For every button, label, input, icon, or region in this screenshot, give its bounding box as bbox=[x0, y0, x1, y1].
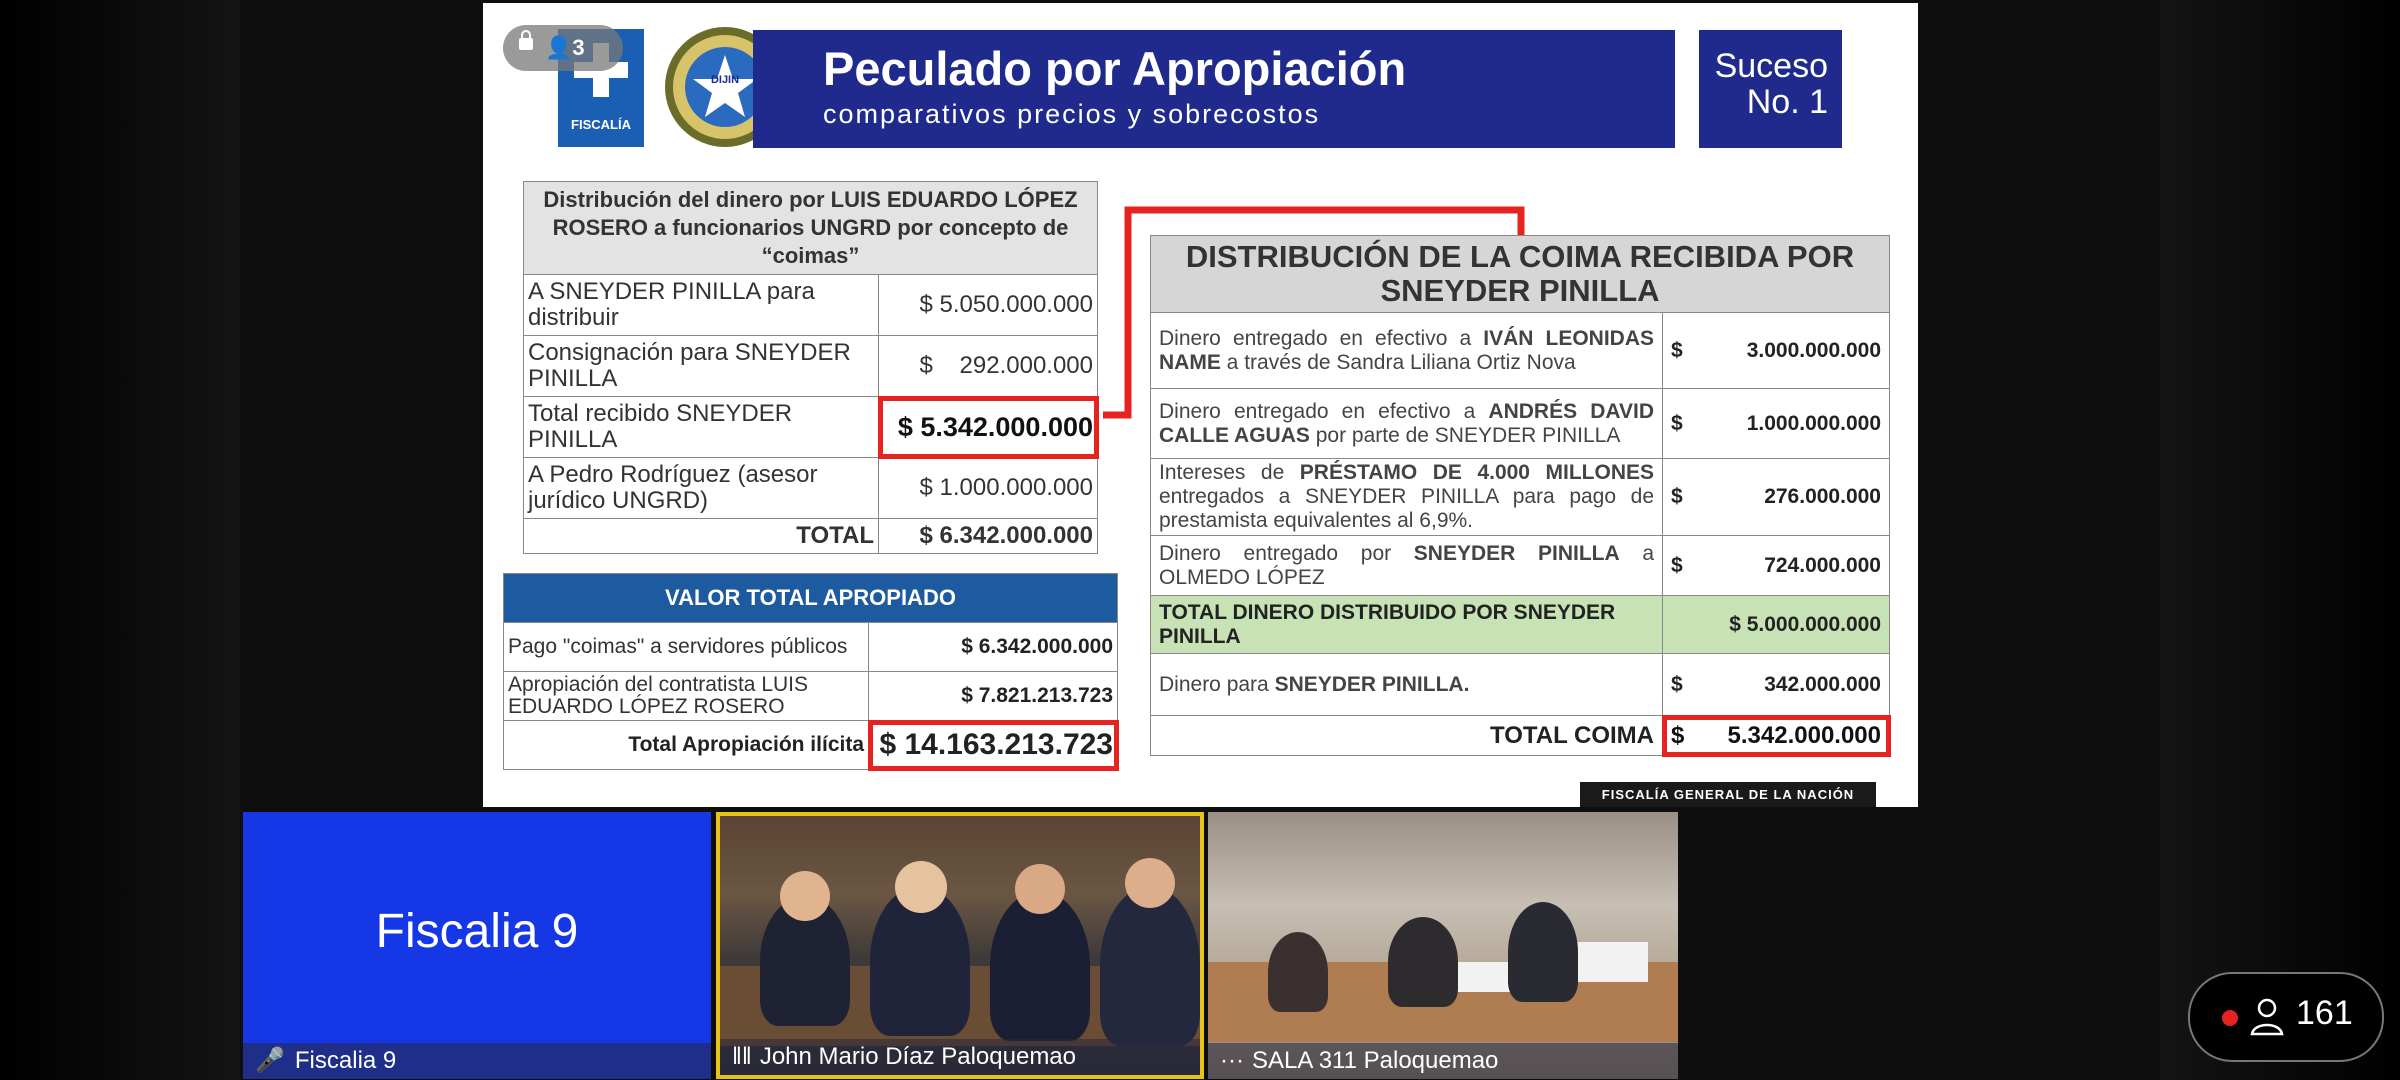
row-value: $ 5.050.000.000 bbox=[879, 275, 1098, 336]
total-label: TOTAL COIMA bbox=[1151, 716, 1663, 756]
participant-label: ··· SALA 311 Paloquemao bbox=[1208, 1043, 1678, 1079]
participant-tile-sala-311[interactable] bbox=[1208, 812, 1678, 1079]
participant-tile-fiscalia[interactable] bbox=[243, 812, 711, 1079]
person-icon bbox=[2250, 998, 2284, 1036]
row-description: Dinero entregado por SNEYDER PINILLA a OLMEDO LÓPEZ bbox=[1151, 536, 1663, 596]
slide-title: Peculado por Apropiación bbox=[823, 42, 1407, 95]
row-value: $ 6.342.000.000 bbox=[869, 623, 1118, 672]
table2-header: VALOR TOTAL APROPIADO bbox=[504, 574, 1118, 623]
row-value: $ 1.000.000.000 bbox=[879, 458, 1098, 519]
total-value: $ 6.342.000.000 bbox=[879, 519, 1098, 554]
row-description: Dinero para SNEYDER PINILLA. bbox=[1151, 654, 1663, 716]
participant-big-name: Fiscalia 9 bbox=[375, 905, 579, 958]
table3-header: DISTRIBUCIÓN DE LA COIMA RECIBIDA POR SNEYDER PINILLA bbox=[1151, 236, 1890, 313]
total-label: Total Apropiación ilícita bbox=[504, 721, 869, 770]
slide-subtitle: comparativos precios y sobrecostos bbox=[823, 99, 1321, 129]
participant-tile-speaker[interactable] bbox=[716, 812, 1204, 1079]
person bbox=[1268, 932, 1328, 1012]
left-black-margin bbox=[0, 0, 240, 1080]
face bbox=[780, 871, 830, 921]
face bbox=[895, 861, 947, 913]
table-row bbox=[1151, 313, 1890, 389]
table-row bbox=[1151, 716, 1890, 756]
muted-mic-icon: 🎤 bbox=[255, 1047, 285, 1074]
highlighted-total-received: $ 5.342.000.000 bbox=[879, 397, 1098, 458]
row-value: $ 1.000.000.000 bbox=[1663, 389, 1890, 459]
participants-counter-button[interactable] bbox=[2188, 972, 2384, 1062]
row-description: Dinero entregado en efectivo a ANDRÉS DAVID CALLE AGUAS por parte de SNEYDER PINILLA bbox=[1151, 389, 1663, 459]
row-value: $ 3.000.000.000 bbox=[1663, 313, 1890, 389]
row-value: $ 724.000.000 bbox=[1663, 536, 1890, 596]
row-label: Consignación para SNEYDER PINILLA bbox=[524, 336, 879, 397]
row-label: Apropiación del contratista LUIS EDUARDO LÓPEZ ROSERO bbox=[504, 672, 869, 721]
row-label: Pago "coimas" a servidores públicos bbox=[504, 623, 869, 672]
recording-dot-icon bbox=[2222, 1010, 2238, 1026]
right-black-margin bbox=[2160, 0, 2400, 1080]
table-row bbox=[504, 721, 1118, 770]
table-row bbox=[1151, 389, 1890, 459]
row-label: Total recibido SNEYDER PINILLA bbox=[524, 397, 879, 458]
row-label: A Pedro Rodríguez (asesor jurídico UNGRD) bbox=[524, 458, 879, 519]
table-row bbox=[504, 623, 1118, 672]
row-value: $ 342.000.000 bbox=[1663, 654, 1890, 716]
table-row bbox=[1151, 654, 1890, 716]
participants-count: 161 bbox=[2296, 994, 2353, 1032]
row-value: $ 7.821.213.723 bbox=[869, 672, 1118, 721]
person bbox=[1100, 886, 1200, 1046]
suceso-line1: Suceso bbox=[1714, 47, 1828, 85]
participant-label: ‖‖ John Mario Díaz Paloquemao bbox=[720, 1039, 1200, 1075]
row-label: A SNEYDER PINILLA para distribuir bbox=[524, 275, 879, 336]
row-description: Dinero entregado en efectivo a IVÁN LEONIDAS NAME a través de Sandra Liliana Ortiz Nova bbox=[1151, 313, 1663, 389]
overlay-people-count: 👤3 bbox=[545, 35, 585, 60]
highlighted-total-value: $ 14.163.213.723 bbox=[869, 721, 1118, 770]
shared-presentation-slide bbox=[483, 3, 1918, 807]
suceso-line2: No. 1 bbox=[1746, 83, 1828, 121]
fiscalia-logo-text: FISCALÍA bbox=[571, 117, 631, 132]
table-row bbox=[504, 672, 1118, 721]
face bbox=[1015, 864, 1065, 914]
table-row bbox=[1151, 596, 1890, 654]
person bbox=[1388, 917, 1458, 1007]
coima-distribution-table bbox=[1150, 235, 1890, 756]
row-value: $ 292.000.000 bbox=[879, 336, 1098, 397]
subtotal-label: TOTAL DINERO DISTRIBUIDO POR SNEYDER PINILLA bbox=[1151, 596, 1663, 654]
total-appropriated-table bbox=[503, 573, 1118, 770]
highlighted-total-coima: $ 5.342.000.000 bbox=[1663, 716, 1890, 756]
row-value: $ 276.000.000 bbox=[1663, 459, 1890, 536]
dijin-text: DIJIN bbox=[710, 74, 740, 86]
row-description: Intereses de PRÉSTAMO DE 4.000 MILLONES entregados a SNEYDER PINILLA para pago de prestamista equivalentes al 6,9%. bbox=[1151, 459, 1663, 536]
table-row bbox=[1151, 536, 1890, 596]
table-row bbox=[1151, 459, 1890, 536]
slide-footer: FISCALÍA GENERAL DE LA NACIÓN bbox=[1580, 782, 1876, 807]
table1-header: Distribución del dinero por LUIS EDUARDO LÓPEZ ROSERO a funcionarios UNGRD por concepto de “coimas” bbox=[524, 182, 1098, 275]
person bbox=[1508, 902, 1578, 1002]
audio-wave-icon: ‖‖ bbox=[732, 1043, 752, 1070]
audio-wave-icon: ··· bbox=[1220, 1047, 1244, 1074]
subtotal-value: $ 5.000.000.000 bbox=[1663, 596, 1890, 654]
participant-label: 🎤 Fiscalia 9 bbox=[243, 1043, 711, 1079]
total-label: TOTAL bbox=[524, 519, 879, 554]
face bbox=[1125, 858, 1175, 908]
